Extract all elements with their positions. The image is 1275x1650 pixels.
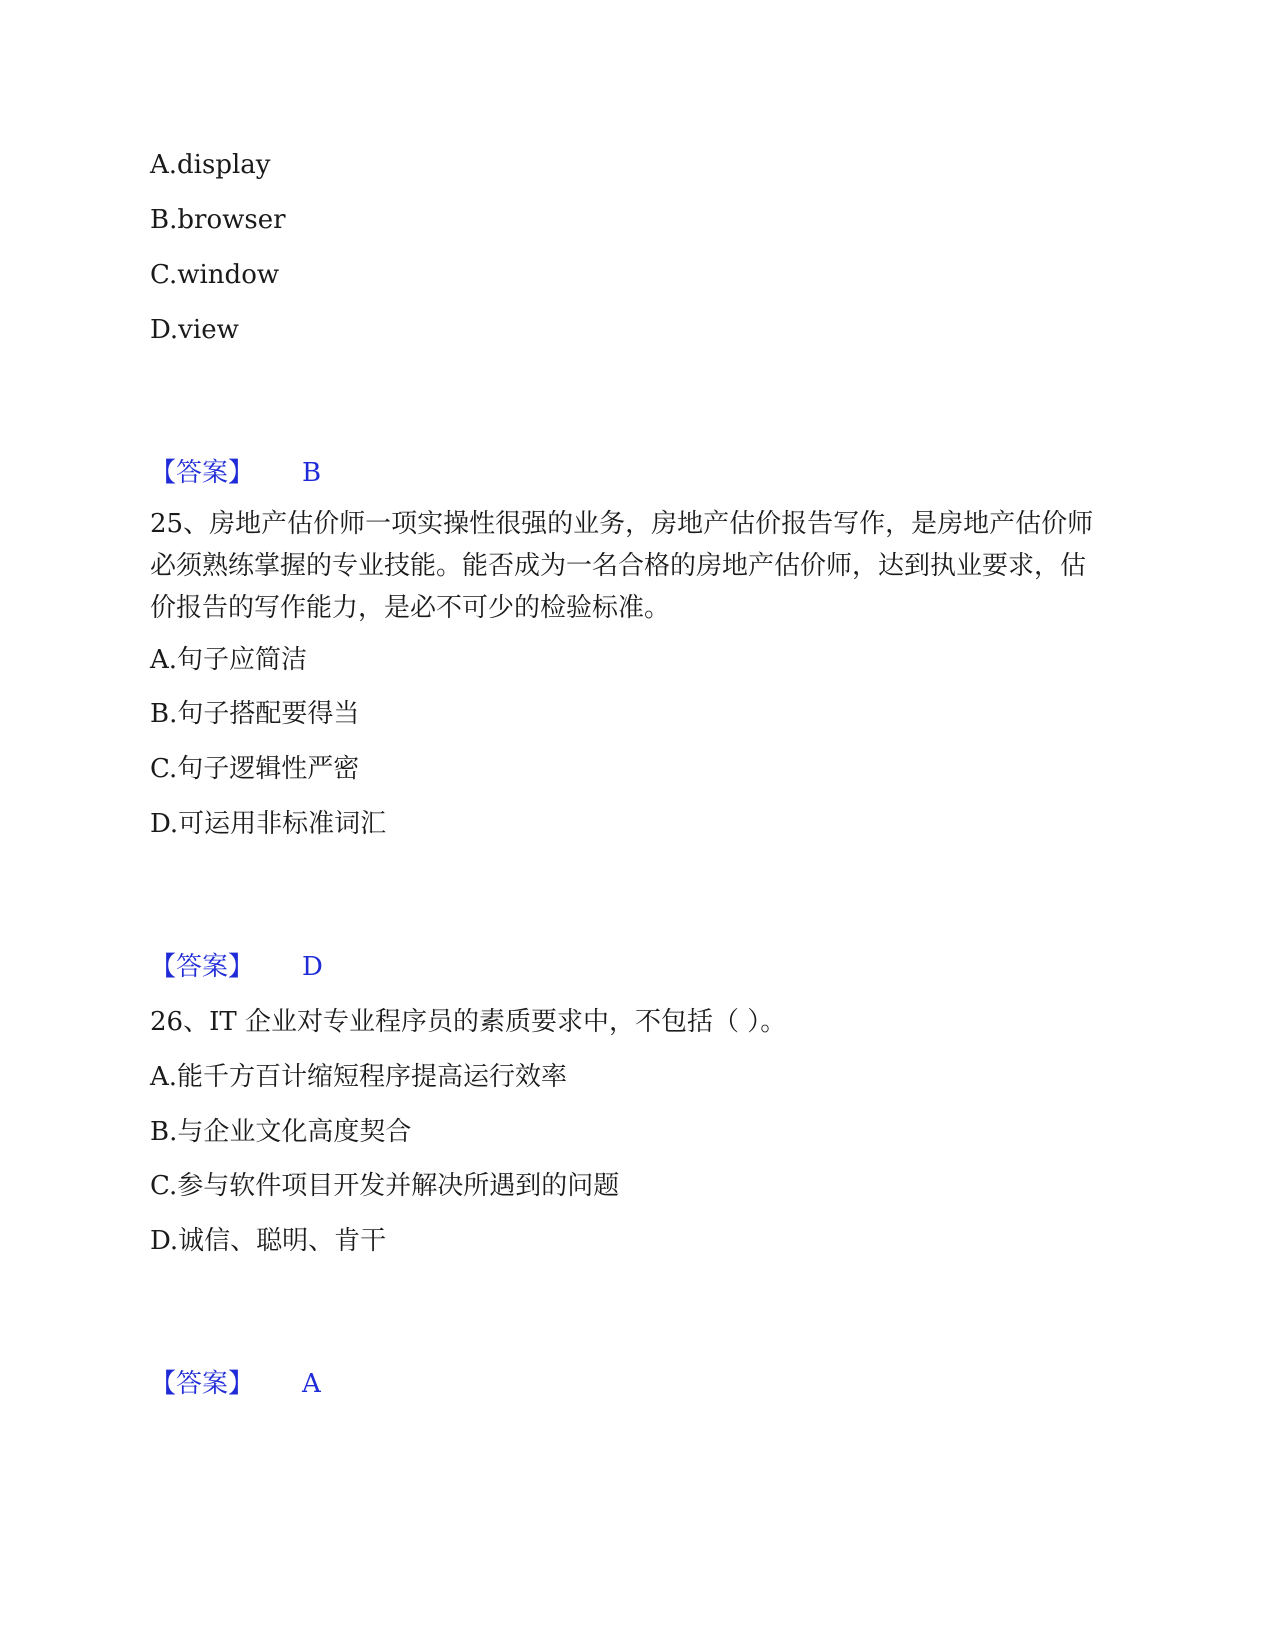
q25-option-a: A.句子应简洁 xyxy=(150,645,308,675)
q24-answer xyxy=(150,456,321,490)
answer-value: D xyxy=(302,952,323,982)
q26-option-c: C.参与软件项目开发并解决所遇到的问题 xyxy=(150,1171,620,1201)
answer-label: 【答案】 xyxy=(150,952,255,982)
q26-stem: 26、IT 企业对专业程序员的素质要求中，不包括（ ）。 xyxy=(150,1007,787,1037)
q24-option-a: A.display xyxy=(150,150,271,180)
q25-answer xyxy=(150,950,323,984)
answer-value: B xyxy=(302,458,322,488)
q26-option-d: D.诚信、聪明、肯干 xyxy=(150,1226,387,1256)
q24-option-b: B.browser xyxy=(150,205,286,235)
q25-option-d: D.可运用非标准词汇 xyxy=(150,809,387,839)
q26-option-b: B.与企业文化高度契合 xyxy=(150,1117,412,1147)
q24-option-c: C.window xyxy=(150,260,280,290)
q25-stem: 25、房地产估价师一项实操性很强的业务，房地产估价报告写作，是房地产估价师必须熟练掌握的专业技能。能否成为一名合格的房地产估价师，达到执业要求，估价报告的写作能力，是必不可少的检验标准。 xyxy=(150,509,1094,623)
q25-option-b: B.句子搭配要得当 xyxy=(150,699,360,729)
q25-option-c: C.句子逻辑性严密 xyxy=(150,754,360,784)
answer-value: A xyxy=(302,1369,321,1399)
answer-label: 【答案】 xyxy=(150,458,255,488)
q24-option-d: D.view xyxy=(150,315,239,345)
q26-option-a: A.能千方百计缩短程序提高运行效率 xyxy=(150,1062,568,1092)
q26-answer xyxy=(150,1367,321,1401)
answer-label: 【答案】 xyxy=(150,1369,255,1399)
